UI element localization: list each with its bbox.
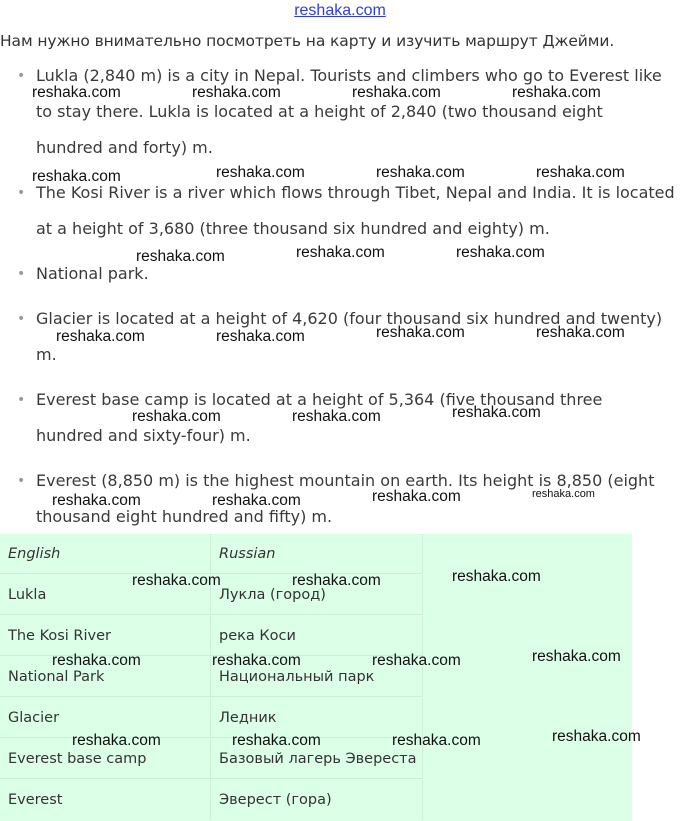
watermark: reshaka.com: [52, 492, 141, 509]
watermark: reshaka.com: [552, 728, 641, 745]
bullet-line: hundred and forty) m.: [36, 138, 213, 157]
bullet-lukla: [36, 58, 676, 166]
cell-russian: Эверест (гора): [211, 780, 423, 820]
watermark: reshaka.com: [512, 84, 601, 101]
watermark: reshaka.com: [532, 488, 595, 500]
watermark: reshaka.com: [376, 324, 465, 341]
site-link[interactable]: reshaka.com: [294, 2, 386, 19]
cell-english: Glacier: [0, 698, 211, 738]
cell-english: Everest: [0, 780, 211, 820]
watermark: reshaka.com: [536, 324, 625, 341]
watermark: reshaka.com: [32, 84, 121, 101]
watermark: reshaka.com: [32, 168, 121, 185]
cell-russian: Базовый лагерь Эвереста: [211, 739, 423, 779]
watermark: reshaka.com: [296, 244, 385, 261]
bullet-line: • National park.: [36, 264, 149, 283]
cell-english: Everest base camp: [0, 739, 211, 779]
cell-russian: Ледник: [211, 698, 423, 738]
watermark: reshaka.com: [136, 248, 225, 265]
cell-russian: река Коси: [211, 616, 423, 656]
cell-russian: Национальный парк: [211, 657, 423, 697]
watermark: reshaka.com: [456, 244, 545, 261]
watermark: reshaka.com: [452, 568, 541, 585]
watermark: reshaka.com: [216, 328, 305, 345]
bullet-line: at a height of 3,680 (three thousand six hundred and eighty) m.: [36, 219, 550, 238]
cell-english: The Kosi River: [0, 616, 211, 656]
watermark: reshaka.com: [372, 488, 461, 505]
bullet-line: • Everest base camp is located at a height of 5,364 (five thousand three: [36, 390, 603, 409]
bullet-line: • The Kosi River is a river which flows through Tibet, Nepal and India. It is located: [36, 183, 675, 202]
bullet-line: • Everest (8,850 m) is the highest mountain on earth. Its height is 8,850 (eight: [36, 471, 655, 490]
bullet-line: thousand eight hundred and fifty) m.: [36, 507, 333, 526]
watermark: reshaka.com: [292, 572, 381, 589]
watermark: reshaka.com: [376, 164, 465, 181]
watermark: reshaka.com: [392, 732, 481, 749]
header-russian: Russian: [211, 534, 423, 574]
cell-russian: Лукла (город): [211, 575, 423, 615]
watermark: reshaka.com: [72, 732, 161, 749]
bullet-kosi-river: [36, 175, 676, 247]
watermark: reshaka.com: [536, 164, 625, 181]
watermark: reshaka.com: [132, 408, 221, 425]
watermark: reshaka.com: [292, 408, 381, 425]
watermark: reshaka.com: [132, 572, 221, 589]
watermark: reshaka.com: [52, 652, 141, 669]
bullet-line: • Glacier is located at a height of 4,620 (four thousand six hundred and twenty): [36, 309, 663, 328]
cell-english: Lukla: [0, 575, 211, 615]
bullet-line: hundred and sixty-four) m.: [36, 426, 251, 445]
bullet-line: to stay there. Lukla is located at a height of 2,840 (two thousand eight: [36, 102, 603, 121]
bullet-line: m.: [36, 345, 57, 364]
watermark: reshaka.com: [212, 492, 301, 509]
cell-english: National Park: [0, 657, 211, 697]
bullet-line: • Lukla (2,840 m) is a city in Nepal. Tourists and climbers who go to Everest like: [36, 66, 662, 85]
watermark: reshaka.com: [56, 328, 145, 345]
intro-text: Нам нужно внимательно посмотреть на карту и изучить маршрут Джейми.: [0, 32, 615, 50]
watermark: reshaka.com: [192, 84, 281, 101]
watermark: reshaka.com: [232, 732, 321, 749]
watermark: reshaka.com: [452, 404, 541, 421]
watermark: reshaka.com: [216, 164, 305, 181]
watermark: reshaka.com: [352, 84, 441, 101]
watermark: reshaka.com: [212, 652, 301, 669]
watermark: reshaka.com: [372, 652, 461, 669]
header-english: English: [0, 534, 211, 574]
watermark: reshaka.com: [532, 648, 621, 665]
